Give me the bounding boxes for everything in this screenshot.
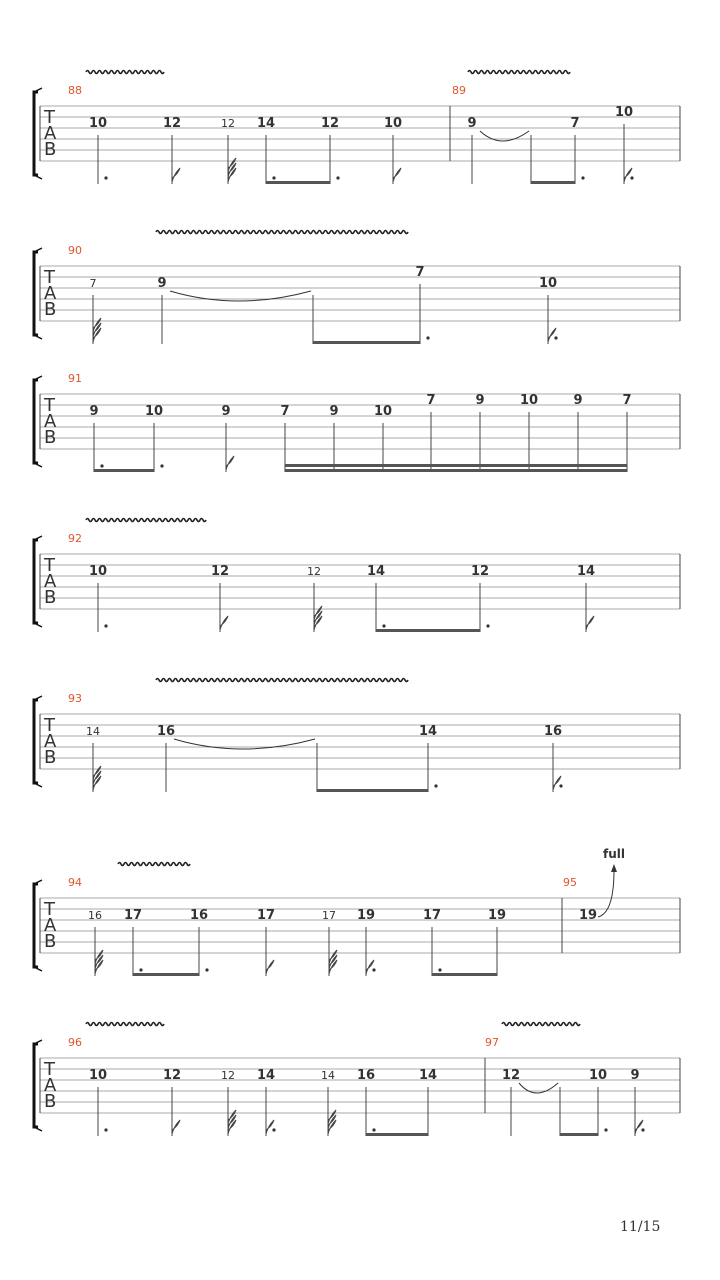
fret-number: 7 <box>426 393 436 408</box>
fret-number: 16 <box>543 724 563 739</box>
fret-number: 14 <box>256 1068 276 1083</box>
note-flag <box>393 168 401 182</box>
tab-system <box>34 231 680 345</box>
note-flag <box>635 1120 643 1134</box>
vibrato-line <box>86 71 164 74</box>
duration-dot <box>581 176 584 179</box>
note-beam <box>266 181 330 184</box>
tab-clef-letter: A <box>44 571 57 592</box>
tab-clef-letter: T <box>44 267 55 288</box>
fret-number: 17 <box>123 908 143 923</box>
fret-number: 7 <box>570 116 580 131</box>
tab-clef-letter: T <box>44 555 55 576</box>
fret-number: 12 <box>221 117 235 130</box>
note-flag <box>220 616 228 630</box>
fret-number: 14 <box>256 116 276 131</box>
fret-number: 16 <box>156 724 176 739</box>
bend-curve <box>598 870 614 917</box>
system-bracket <box>34 92 38 175</box>
fret-number: 7 <box>280 404 290 419</box>
bend-label: full <box>603 847 625 861</box>
note-beam <box>317 789 428 792</box>
fret-number: 7 <box>622 393 632 408</box>
duration-dot <box>100 464 103 467</box>
note-flag <box>586 616 594 630</box>
tab-clef-letter: B <box>44 587 57 608</box>
fret-number: 7 <box>415 265 425 280</box>
vibrato-line <box>468 71 570 74</box>
fret-number: 17 <box>322 909 336 922</box>
duration-dot <box>336 176 339 179</box>
system-bracket <box>34 380 38 463</box>
system-bracket <box>34 252 38 335</box>
vibrato-line <box>502 1023 580 1026</box>
measure-number: 89 <box>452 84 466 97</box>
fret-number: 12 <box>221 1069 235 1082</box>
measure-number: 93 <box>68 692 82 705</box>
tab-system <box>34 847 680 976</box>
duration-dot <box>272 1128 275 1131</box>
duration-dot <box>554 336 557 339</box>
fret-number: 12 <box>320 116 340 131</box>
fret-number: 9 <box>467 116 477 131</box>
fret-number: 9 <box>157 276 167 291</box>
note-flag <box>266 1120 274 1134</box>
fret-number: 9 <box>630 1068 640 1083</box>
fret-number: 9 <box>475 393 485 408</box>
measure-number: 97 <box>485 1036 499 1049</box>
tab-clef-letter: A <box>44 123 57 144</box>
fret-number: 12 <box>307 565 321 578</box>
vibrato-line <box>156 231 408 234</box>
duration-dot <box>426 336 429 339</box>
fret-number: 9 <box>89 404 99 419</box>
fret-number: 12 <box>210 564 230 579</box>
tab-system <box>34 71 680 185</box>
vibrato-line <box>156 679 408 682</box>
fret-number: 14 <box>418 724 438 739</box>
tab-system <box>34 1023 680 1137</box>
tab-clef-letter: B <box>44 427 57 448</box>
tab-clef-letter: T <box>44 899 55 920</box>
fret-number: 10 <box>144 404 164 419</box>
note-beam <box>560 1133 598 1136</box>
tab-clef-letter: A <box>44 1075 57 1096</box>
fret-number: 10 <box>88 564 108 579</box>
tab-clef-letter: B <box>44 1091 57 1112</box>
duration-dot <box>486 624 489 627</box>
tab-clef-letter: B <box>44 299 57 320</box>
fret-number: 12 <box>162 116 182 131</box>
measure-number: 94 <box>68 876 82 889</box>
note-flag <box>553 776 561 790</box>
duration-dot <box>604 1128 607 1131</box>
fret-number: 10 <box>614 105 634 120</box>
tab-clef-letter: T <box>44 395 55 416</box>
note-flag <box>172 168 180 182</box>
page-number: 11/15 <box>620 1219 661 1235</box>
fret-number: 12 <box>162 1068 182 1083</box>
duration-dot <box>372 968 375 971</box>
note-beam <box>531 181 575 184</box>
note-flag <box>548 328 556 342</box>
duration-dot <box>104 624 107 627</box>
note-beam <box>285 464 627 467</box>
fret-number: 17 <box>256 908 276 923</box>
fret-number: 9 <box>329 404 339 419</box>
duration-dot <box>382 624 385 627</box>
fret-number: 7 <box>89 277 97 290</box>
note-flag <box>624 168 632 182</box>
fret-number: 16 <box>189 908 209 923</box>
measure-number: 95 <box>563 876 577 889</box>
fret-number: 9 <box>573 393 583 408</box>
fret-number: 16 <box>88 909 102 922</box>
fret-number: 10 <box>88 116 108 131</box>
fret-number: 10 <box>88 1068 108 1083</box>
tab-clef-letter: A <box>44 411 57 432</box>
fret-number: 14 <box>366 564 386 579</box>
measure-number: 96 <box>68 1036 82 1049</box>
measure-number: 92 <box>68 532 82 545</box>
duration-dot <box>272 176 275 179</box>
fret-number: 14 <box>321 1069 335 1082</box>
tab-system <box>34 679 680 793</box>
fret-number: 10 <box>588 1068 608 1083</box>
note-flag <box>172 1120 180 1134</box>
measure-number: 90 <box>68 244 82 257</box>
fret-number: 19 <box>487 908 507 923</box>
duration-dot <box>104 1128 107 1131</box>
fret-number: 10 <box>519 393 539 408</box>
fret-number: 14 <box>576 564 596 579</box>
tab-system <box>34 372 680 472</box>
note-beam <box>366 1133 428 1136</box>
fret-number: 19 <box>356 908 376 923</box>
fret-number: 12 <box>470 564 490 579</box>
tab-clef-letter: A <box>44 731 57 752</box>
duration-dot <box>434 784 437 787</box>
fret-number: 10 <box>373 404 393 419</box>
measure-number: 91 <box>68 372 82 385</box>
note-flag <box>226 456 234 470</box>
tab-clef-letter: B <box>44 931 57 952</box>
note-beam <box>313 341 420 344</box>
system-bracket <box>34 540 38 623</box>
tab-clef-letter: A <box>44 283 57 304</box>
tab-clef-letter: B <box>44 139 57 160</box>
tab-clef-letter: A <box>44 915 57 936</box>
bend-arrowhead <box>611 864 617 872</box>
system-bracket <box>34 884 38 967</box>
duration-dot <box>139 968 142 971</box>
tab-system <box>34 519 680 633</box>
tab-clef-letter: T <box>44 107 55 128</box>
vibrato-line <box>118 863 190 866</box>
fret-number: 10 <box>383 116 403 131</box>
system-bracket <box>34 1044 38 1127</box>
duration-dot <box>438 968 441 971</box>
fret-number: 9 <box>221 404 231 419</box>
note-flag <box>266 960 274 974</box>
fret-number: 10 <box>538 276 558 291</box>
duration-dot <box>630 176 633 179</box>
note-beam <box>133 973 199 976</box>
system-bracket <box>34 700 38 783</box>
note-flag <box>366 960 374 974</box>
fret-number: 19 <box>578 908 598 923</box>
note-beam <box>432 973 497 976</box>
tab-clef-letter: T <box>44 715 55 736</box>
duration-dot <box>205 968 208 971</box>
duration-dot <box>372 1128 375 1131</box>
tab-clef-letter: T <box>44 1059 55 1080</box>
fret-number: 17 <box>422 908 442 923</box>
fret-number: 12 <box>501 1068 521 1083</box>
fret-number: 16 <box>356 1068 376 1083</box>
note-beam <box>94 469 154 472</box>
measure-number: 88 <box>68 84 82 97</box>
fret-number: 14 <box>86 725 100 738</box>
duration-dot <box>641 1128 644 1131</box>
fret-number: 14 <box>418 1068 438 1083</box>
duration-dot <box>559 784 562 787</box>
duration-dot <box>160 464 163 467</box>
note-beam <box>376 629 480 632</box>
note-beam <box>285 469 627 472</box>
vibrato-line <box>86 1023 164 1026</box>
vibrato-line <box>86 519 206 522</box>
tab-clef-letter: B <box>44 747 57 768</box>
duration-dot <box>104 176 107 179</box>
